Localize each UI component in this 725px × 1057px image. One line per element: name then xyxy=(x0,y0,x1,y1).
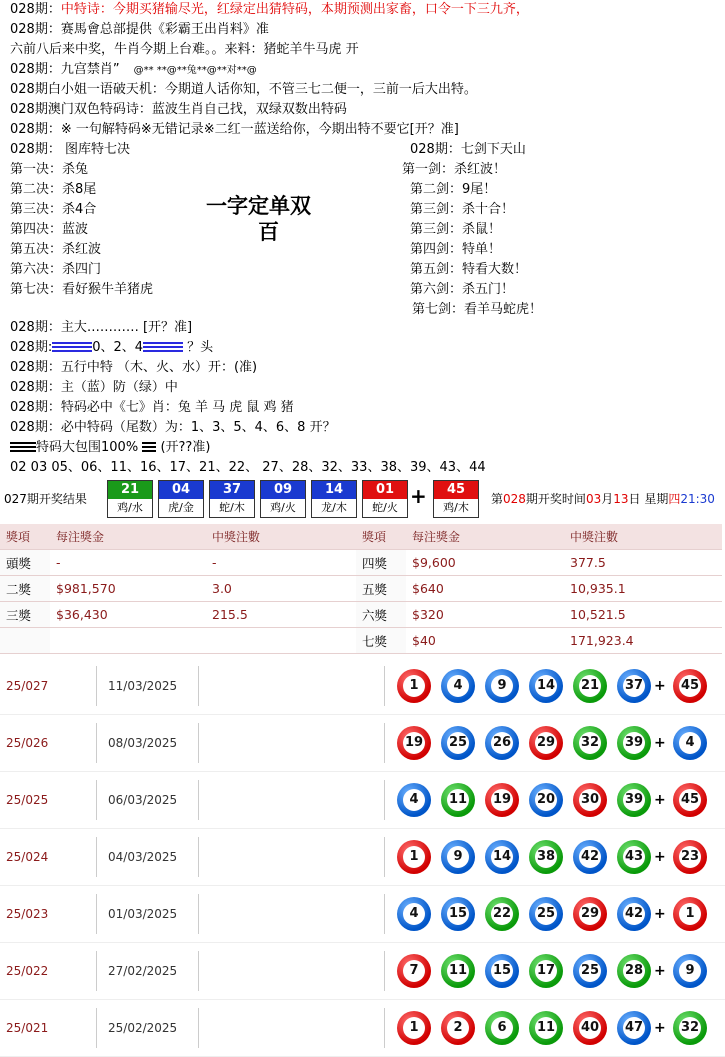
ball-number: 25 xyxy=(579,960,601,982)
history-row xyxy=(0,886,725,943)
divider-bar xyxy=(52,342,92,353)
ball-number: 11 xyxy=(447,789,469,811)
number-ball xyxy=(441,783,475,817)
plus-sign: + xyxy=(654,963,666,979)
number-ball xyxy=(617,954,651,988)
ball-number: 25 xyxy=(535,903,557,925)
prize-name: 五獎 xyxy=(356,576,406,602)
seven-swords-title: 028期：七剑下天山 xyxy=(410,142,526,157)
special-ball xyxy=(673,669,707,703)
prize-amount: $9,600 xyxy=(406,550,564,576)
ball-number: 1 xyxy=(679,903,701,925)
number-ball xyxy=(573,783,607,817)
tile-zodiac: 鸡/水 xyxy=(117,501,143,514)
number-ball xyxy=(529,954,563,988)
head-values: 0、2、4 xyxy=(92,340,144,355)
history-issue: 25/025 xyxy=(6,793,49,807)
history-issue: 25/022 xyxy=(6,964,49,978)
time-month: 03 xyxy=(585,492,602,506)
head-suffix: ？头 xyxy=(187,340,214,355)
history-issue: 25/024 xyxy=(6,850,49,864)
column-divider xyxy=(384,951,385,991)
prediction-text-block xyxy=(0,0,725,475)
number-ball xyxy=(617,783,651,817)
divider-bar xyxy=(143,342,183,353)
ball-number: 23 xyxy=(679,846,701,868)
nine-palace-line xyxy=(10,60,257,80)
time-text: 期开奖时间 xyxy=(525,492,586,506)
ball-number: 37 xyxy=(623,675,645,697)
number-ball xyxy=(529,669,563,703)
number-list: 02 03 05、06、11、16、17、21、22、 27、28、32、33、38、39、43、44 xyxy=(10,460,486,475)
plus-sign: + xyxy=(654,906,666,922)
ball-number: 43 xyxy=(623,846,645,868)
column-divider xyxy=(384,1008,385,1048)
column-divider xyxy=(384,780,385,820)
history-issue: 25/027 xyxy=(6,679,49,693)
sword-item: 第三剑：杀鼠！ xyxy=(410,222,502,237)
number-ball xyxy=(573,840,607,874)
ball-number: 17 xyxy=(535,960,557,982)
column-divider xyxy=(96,837,97,877)
column-divider xyxy=(96,1008,97,1048)
prize-name: 頭獎 xyxy=(0,550,50,576)
header-cell: 中獎注數 xyxy=(206,524,356,550)
ball-number: 2 xyxy=(447,1017,469,1039)
divider-bar xyxy=(10,442,36,453)
prize-winners: 215.5 xyxy=(206,602,356,628)
ball-number: 15 xyxy=(447,903,469,925)
prize-amount: $640 xyxy=(406,576,564,602)
ball-number: 4 xyxy=(403,789,425,811)
column-divider xyxy=(96,951,97,991)
decision-item: 第七决：看好猴牛羊猪虎 xyxy=(10,282,154,297)
special-ball xyxy=(673,726,707,760)
ball-number: 1 xyxy=(403,1017,425,1039)
history-issue: 25/021 xyxy=(6,1021,49,1035)
number-ball xyxy=(485,897,519,931)
number-ball xyxy=(617,840,651,874)
history-date: 04/03/2025 xyxy=(108,850,178,864)
prize-table xyxy=(0,524,725,652)
number-ball xyxy=(573,897,607,931)
ball-number: 22 xyxy=(491,903,513,925)
special-ball xyxy=(673,897,707,931)
prize-name xyxy=(0,628,50,654)
seven-decisions-title: 028期： 图库特七决 xyxy=(10,142,130,157)
odd-even-title: 一字定单双 xyxy=(206,193,311,218)
result-ball-tile xyxy=(311,480,357,518)
prize-header-row xyxy=(0,524,722,550)
tail-line: 028期：必中特码（尾数）为：1、3、5、4、6、8 开？ xyxy=(10,420,336,435)
prize-winners: 10,521.5 xyxy=(564,602,722,628)
ball-number: 9 xyxy=(491,675,513,697)
column-divider xyxy=(96,666,97,706)
prize-row xyxy=(0,602,722,628)
ball-number: 39 xyxy=(623,789,645,811)
prize-amount xyxy=(50,628,206,654)
tile-zodiac: 龙/木 xyxy=(321,501,347,514)
number-ball xyxy=(441,726,475,760)
ball-number: 32 xyxy=(679,1017,701,1039)
column-divider xyxy=(198,951,199,991)
history-date: 25/02/2025 xyxy=(108,1021,178,1035)
poem-line xyxy=(10,0,529,20)
prize-grid xyxy=(0,524,722,654)
column-divider xyxy=(96,723,97,763)
ball-number: 1 xyxy=(403,846,425,868)
ball-number: 21 xyxy=(579,675,601,697)
ball-number: 15 xyxy=(491,960,513,982)
column-divider xyxy=(384,723,385,763)
number-ball xyxy=(397,726,431,760)
ball-number: 25 xyxy=(447,732,469,754)
ball-number: 4 xyxy=(447,675,469,697)
tile-number: 21 xyxy=(108,481,152,499)
column-divider xyxy=(198,837,199,877)
number-ball xyxy=(617,726,651,760)
special-ball xyxy=(673,954,707,988)
number-ball xyxy=(485,840,519,874)
result-label: 027期开奖结果 xyxy=(4,492,87,506)
decision-item: 第一决：杀兔 xyxy=(10,162,89,177)
result-bar xyxy=(0,476,725,518)
plus-sign: + xyxy=(654,1020,666,1036)
decision-item: 第六决：杀四门 xyxy=(10,262,102,277)
ball-number: 38 xyxy=(535,846,557,868)
result-ball-tile xyxy=(260,480,306,518)
ball-number: 14 xyxy=(535,675,557,697)
history-date: 06/03/2025 xyxy=(108,793,178,807)
number-ball xyxy=(573,669,607,703)
time-weekday: 四 xyxy=(668,492,681,506)
time-text: 月 xyxy=(601,492,614,506)
number-ball xyxy=(485,726,519,760)
tile-number: 37 xyxy=(210,481,254,499)
prize-name: 四獎 xyxy=(356,550,406,576)
history-row xyxy=(0,772,725,829)
ball-number: 32 xyxy=(579,732,601,754)
number-ball xyxy=(573,726,607,760)
number-ball xyxy=(485,669,519,703)
time-text: 日 星期 xyxy=(628,492,669,506)
ball-number: 26 xyxy=(491,732,513,754)
history-row xyxy=(0,943,725,1000)
plus-sign: + xyxy=(410,484,427,508)
history-issue: 25/023 xyxy=(6,907,49,921)
history-date: 27/02/2025 xyxy=(108,964,178,978)
ball-number: 29 xyxy=(579,903,601,925)
prize-row xyxy=(0,550,722,576)
five-elements-line: 028期：五行中特 （木、火、水）开：(准) xyxy=(10,360,258,375)
sword-item: 第三剑：杀十合！ xyxy=(410,202,515,217)
number-ball xyxy=(397,669,431,703)
column-divider xyxy=(384,837,385,877)
number-ball xyxy=(529,783,563,817)
sword-item: 第七剑：看羊马蛇虎！ xyxy=(412,302,543,317)
number-ball xyxy=(617,897,651,931)
plus-sign: + xyxy=(654,849,666,865)
result-ball-tile xyxy=(158,480,204,518)
issue-label: 028期： xyxy=(10,2,61,17)
number-ball xyxy=(441,669,475,703)
history-date: 11/03/2025 xyxy=(108,679,178,693)
time-issue: 028 xyxy=(503,492,526,506)
ball-number: 40 xyxy=(579,1017,601,1039)
prize-amount: - xyxy=(50,550,206,576)
tip-line: 六前八后来中奖，牛肖今期上台难。。来料：猪蛇羊牛马虎 开 xyxy=(10,42,359,57)
cover-label: 特码大包围100% xyxy=(36,440,139,455)
plus-sign: + xyxy=(654,735,666,751)
head-label: 028期: xyxy=(10,340,53,355)
ball-number: 30 xyxy=(579,789,601,811)
decision-item: 第二决：杀8尾 xyxy=(10,182,97,197)
plus-sign: + xyxy=(654,678,666,694)
head-line xyxy=(10,338,213,358)
special-ball xyxy=(673,783,707,817)
tile-number: 14 xyxy=(312,481,356,499)
ball-number: 9 xyxy=(447,846,469,868)
tile-number: 09 xyxy=(261,481,305,499)
number-ball xyxy=(397,840,431,874)
column-divider xyxy=(198,780,199,820)
ball-number: 45 xyxy=(679,789,701,811)
nine-palace-code: @** **@**兔**@**对**@ xyxy=(133,65,257,76)
number-ball xyxy=(397,897,431,931)
ball-number: 14 xyxy=(491,846,513,868)
sword-item: 第四剑：特单！ xyxy=(410,242,502,257)
special-ball xyxy=(673,1011,707,1045)
column-divider xyxy=(198,894,199,934)
tile-number: 45 xyxy=(434,481,478,499)
number-ball xyxy=(617,1011,651,1045)
number-ball xyxy=(441,897,475,931)
number-ball xyxy=(441,1011,475,1045)
tile-zodiac: 蛇/火 xyxy=(372,501,398,514)
history-row xyxy=(0,658,725,715)
tile-zodiac: 蛇/木 xyxy=(219,501,245,514)
header-cell: 每注獎金 xyxy=(50,524,206,550)
header-cell: 每注獎金 xyxy=(406,524,564,550)
tile-zodiac: 鸡/木 xyxy=(443,501,469,514)
number-ball xyxy=(529,726,563,760)
ball-number: 19 xyxy=(491,789,513,811)
tile-zodiac: 虎/金 xyxy=(168,501,194,514)
special-ball-tile xyxy=(433,480,479,518)
history-issue: 25/026 xyxy=(6,736,49,750)
prize-winners: 10,935.1 xyxy=(564,576,722,602)
result-ball-tile xyxy=(362,480,408,518)
prize-amount: $981,570 xyxy=(50,576,206,602)
cover-status: (开??准) xyxy=(160,440,211,455)
hint-line: 028期白小姐一语破天机：今期道人话你知，不管三七二便一，三前一后大出特。 xyxy=(10,82,477,97)
number-ball xyxy=(529,897,563,931)
ball-number: 42 xyxy=(579,846,601,868)
prize-winners: 377.5 xyxy=(564,550,722,576)
column-divider xyxy=(96,780,97,820)
next-draw-time xyxy=(491,490,715,507)
column-divider xyxy=(198,723,199,763)
plus-sign: + xyxy=(654,792,666,808)
prize-amount: $320 xyxy=(406,602,564,628)
number-ball xyxy=(617,669,651,703)
ball-number: 11 xyxy=(535,1017,557,1039)
sword-item: 第六剑：杀五门！ xyxy=(410,282,515,297)
ball-number: 20 xyxy=(535,789,557,811)
prize-amount: $36,430 xyxy=(50,602,206,628)
prize-row xyxy=(0,576,722,602)
number-ball xyxy=(397,1011,431,1045)
header-cell: 獎項 xyxy=(356,524,406,550)
ball-number: 4 xyxy=(403,903,425,925)
column-divider xyxy=(384,894,385,934)
divider-bar xyxy=(142,442,156,453)
number-ball xyxy=(529,1011,563,1045)
history-date: 08/03/2025 xyxy=(108,736,178,750)
number-ball xyxy=(573,1011,607,1045)
prize-winners xyxy=(206,628,356,654)
ball-number: 11 xyxy=(447,960,469,982)
time-clock: 21:30 xyxy=(680,492,715,506)
decision-item: 第四决：蓝波 xyxy=(10,222,89,237)
column-divider xyxy=(198,1008,199,1048)
prize-name: 二獎 xyxy=(0,576,50,602)
column-divider xyxy=(384,666,385,706)
tile-zodiac: 鸡/火 xyxy=(270,501,296,514)
wave-line: 028期：主（蓝）防（绿）中 xyxy=(10,380,178,395)
sword-item: 第一剑：杀红波！ xyxy=(402,162,507,177)
sword-item: 第五剑：特看大数！ xyxy=(410,262,528,277)
time-text: 第 xyxy=(491,492,504,506)
prize-name: 七獎 xyxy=(356,628,406,654)
seven-zodiac-line: 028期：特码必中《七》肖：兔 羊 马 虎 鼠 鸡 猪 xyxy=(10,400,294,415)
number-ball xyxy=(485,1011,519,1045)
decision-item: 第五决：杀红波 xyxy=(10,242,102,257)
history-date: 01/03/2025 xyxy=(108,907,178,921)
source-line: 028期：赛馬會总部提供《彩霸王出肖料》准 xyxy=(10,22,269,37)
column-divider xyxy=(96,894,97,934)
one-sentence-line: 028期：※ 一句解特码※无错记录※二红一蓝送给你，今期出特不要它[开？准] xyxy=(10,122,459,137)
result-ball-tile xyxy=(209,480,255,518)
poem-text: 中特诗：今期买猪输尽光，红绿定出猜特码，本期预测出家畜，口令一下三九齐， xyxy=(60,2,529,17)
ball-number: 42 xyxy=(623,903,645,925)
decision-item: 第三决：杀4合 xyxy=(10,202,97,217)
history-row xyxy=(0,715,725,772)
tile-number: 01 xyxy=(363,481,407,499)
ball-number: 19 xyxy=(403,732,425,754)
cover-line xyxy=(10,438,210,458)
prize-row xyxy=(0,628,722,654)
history-row xyxy=(0,829,725,886)
header-cell: 獎項 xyxy=(0,524,50,550)
ball-number: 9 xyxy=(679,960,701,982)
number-ball xyxy=(485,783,519,817)
number-ball xyxy=(485,954,519,988)
prize-name: 六獎 xyxy=(356,602,406,628)
sword-item: 第二剑：9尾！ xyxy=(410,182,497,197)
prize-name: 三獎 xyxy=(0,602,50,628)
ball-number: 39 xyxy=(623,732,645,754)
tile-number: 04 xyxy=(159,481,203,499)
number-ball xyxy=(397,783,431,817)
header-cell: 中獎注數 xyxy=(564,524,722,550)
prize-amount: $40 xyxy=(406,628,564,654)
history-row xyxy=(0,1000,725,1057)
prize-winners: - xyxy=(206,550,356,576)
number-ball xyxy=(441,840,475,874)
column-divider xyxy=(198,666,199,706)
ball-number: 28 xyxy=(623,960,645,982)
result-ball-tile xyxy=(107,480,153,518)
number-ball xyxy=(397,954,431,988)
number-ball xyxy=(529,840,563,874)
ball-number: 47 xyxy=(623,1017,645,1039)
odd-even-value: 百 xyxy=(258,219,279,244)
nine-palace-label: 028期：九宫禁肖” xyxy=(10,62,120,77)
number-ball xyxy=(573,954,607,988)
ball-number: 7 xyxy=(403,960,425,982)
ball-number: 6 xyxy=(491,1017,513,1039)
ball-number: 29 xyxy=(535,732,557,754)
prize-winners: 171,923.4 xyxy=(564,628,722,654)
prize-winners: 3.0 xyxy=(206,576,356,602)
time-day: 13 xyxy=(613,492,629,506)
special-ball xyxy=(673,840,707,874)
big-small-line: 028期：主大………… [开？准] xyxy=(10,320,193,335)
number-ball xyxy=(441,954,475,988)
ball-number: 45 xyxy=(679,675,701,697)
ball-number: 1 xyxy=(403,675,425,697)
ball-number: 4 xyxy=(679,732,701,754)
color-poem-line: 028期澳门双色特码诗：蓝波生肖自己找，双绿双数出特码 xyxy=(10,102,347,117)
